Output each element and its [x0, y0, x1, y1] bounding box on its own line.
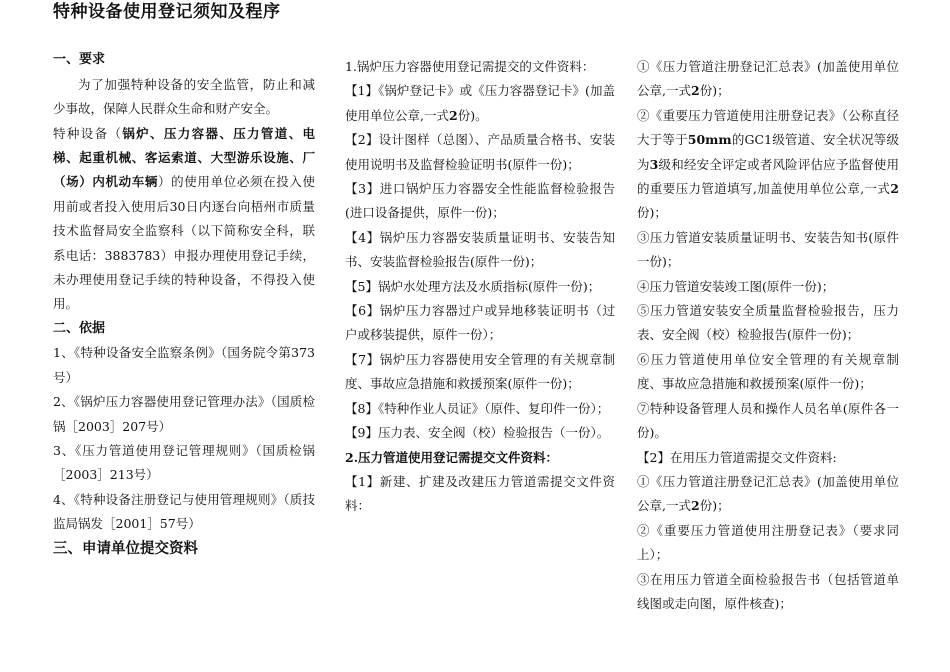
bold-number: 2 [448, 107, 458, 123]
section-heading-basis: 二、依据 [53, 320, 106, 336]
bold-number: 2 [690, 83, 700, 99]
document-title: 特种设备使用登记须知及程序 [53, 2, 281, 22]
in-use-pipeline-heading: 【2】在用压力管道需提交文件资料: [637, 449, 837, 465]
text-run: ）的使用单位必须在投入使用前或者投入使用后30日内逐台向梧州市质量技术监督局安全监察科（以下简称安全科，联系电话：3883783）申报办理使用登记手续，未办理使用登记手续的特种设备，不得投入使用。 [53, 174, 315, 312]
bold-number: 2 [890, 181, 899, 197]
basis-item: 4、《特种设备注册登记与使用管理规则》（质技监局锅发［2001］57号） [53, 491, 315, 532]
column-right [637, 55, 899, 616]
pipeline-sub-item: ⑤压力管道安装安全质量监督检验报告，压力表、安全阀（校）检验报告(原件一份)； [637, 303, 899, 343]
pipeline-materials-heading: 2.压力管道使用登记需提交文件资料： [345, 449, 559, 465]
bold-number: 3 [649, 156, 659, 172]
boiler-materials-heading: 1.锅炉压力容器使用登记需提交的文件资料： [345, 59, 595, 74]
bold-number: 2 [690, 498, 700, 514]
basis-item: 3、《压力管道使用登记管理规则》（国质检锅［2003］213号） [53, 442, 315, 483]
section-heading-materials: 三、申请单位提交资料 [53, 540, 198, 557]
text-run: 级和经安全评定或者风险评估应予监督使用的重要压力管道填写,加盖使用单位公章,一式 [637, 156, 899, 197]
boiler-item: 【9】压力表、安全阀（校）检验报告（一份）。 [345, 425, 610, 441]
bold-number: 50mm [687, 132, 732, 148]
column-left [53, 0, 315, 561]
text-run: ①《压力管道注册登记汇总表》(加盖使用单位公章,一式 [637, 59, 899, 99]
text-run: ①《压力管道注册登记汇总表》(加盖使用单位公章,一式 [637, 473, 899, 514]
pipeline-sub-item: ④压力管道安装竣工图(原件一份)； [637, 278, 835, 294]
boiler-item: 【2】设计图样（总图）、产品质量合格书、安装使用说明书及监督检验证明书(原件一份)； [345, 132, 615, 172]
in-use-pipeline-item: ②《重要压力管道使用注册登记表》（要求同上）； [637, 522, 899, 563]
pipeline-sub-item: ⑥压力管道使用单位安全管理的有关规章制度、事故应急措施和救援预案(原件一份)； [637, 351, 899, 392]
requirements-paragraph: 为了加强特种设备的安全监管，防止和减少事故，保障人民群众生命和财产安全。 [53, 76, 315, 117]
pipeline-item: 【1】新建、扩建及改建压力管道需提交文件资料： [345, 473, 615, 514]
boiler-item: 【6】锅炉压力容器过户或异地移装证明书（过户或移装提供，原件一份）； [345, 303, 615, 343]
boiler-item: 【3】进口锅炉压力容器安全性能监督检验报告(进口设备提供，原件一份)； [345, 181, 615, 221]
boiler-item: 【8】《特种作业人员证》（原件、复印件一份）； [345, 400, 610, 416]
text-run: 份)； [699, 498, 730, 514]
text-run: 的GC1级管道、安全状况等级为 [637, 132, 899, 172]
text-run: ②《重要压力管道使用注册登记表》（公称直径大于等于 [637, 107, 899, 148]
section-heading-requirements: 一、要求 [53, 52, 106, 68]
boiler-item: 【4】锅炉压力容器安装质量证明书、安装告知书、安装监督检验报告(原件一份)； [345, 229, 615, 270]
boiler-item: 【7】锅炉压力容器使用安全管理的有关规章制度、事故应急措施和救援预案(原件一份)； [345, 351, 615, 392]
text-run: 份)。 [457, 107, 488, 123]
in-use-pipeline-item [637, 470, 899, 519]
spacer [53, 24, 315, 48]
pipeline-sub-item: ③压力管道安装质量证明书、安装告知书(原件一份)； [637, 229, 899, 270]
pipeline-sub-item [637, 104, 899, 226]
column-middle [345, 55, 615, 519]
text-run: 【1】《锅炉登记卡》或《压力容器登记卡》(加盖使用单位公章,一式 [345, 83, 615, 123]
boiler-item [345, 79, 615, 128]
pipeline-sub-item [637, 55, 899, 104]
in-use-pipeline-item: ③在用压力管道全面检验报告书（包括管道单线图或走向图，原件核查)； [637, 571, 899, 611]
basis-item: 2、《锅炉压力容器使用登记管理办法》（国质检锅［2003］207号） [53, 394, 315, 434]
basis-item: 1、《特种设备安全监察条例》（国务院令第373号） [53, 345, 315, 385]
text-run: 特种设备（ [53, 125, 123, 141]
boiler-item: 【5】锅炉水处理方法及水质指标(原件一份)； [345, 278, 601, 294]
requirements-equipment-paragraph [53, 122, 315, 317]
pipeline-sub-item: ⑦特种设备管理人员和操作人员名单(原件各一份)。 [637, 400, 899, 441]
text-run: 份)； [699, 83, 730, 99]
equipment-list-bold: 锅炉、压力容器、压力管道、电梯、起重机械、客运索道、大型游乐设施、厂（场）内机动车辆 [53, 125, 315, 190]
text-run: 份)； [637, 205, 667, 221]
